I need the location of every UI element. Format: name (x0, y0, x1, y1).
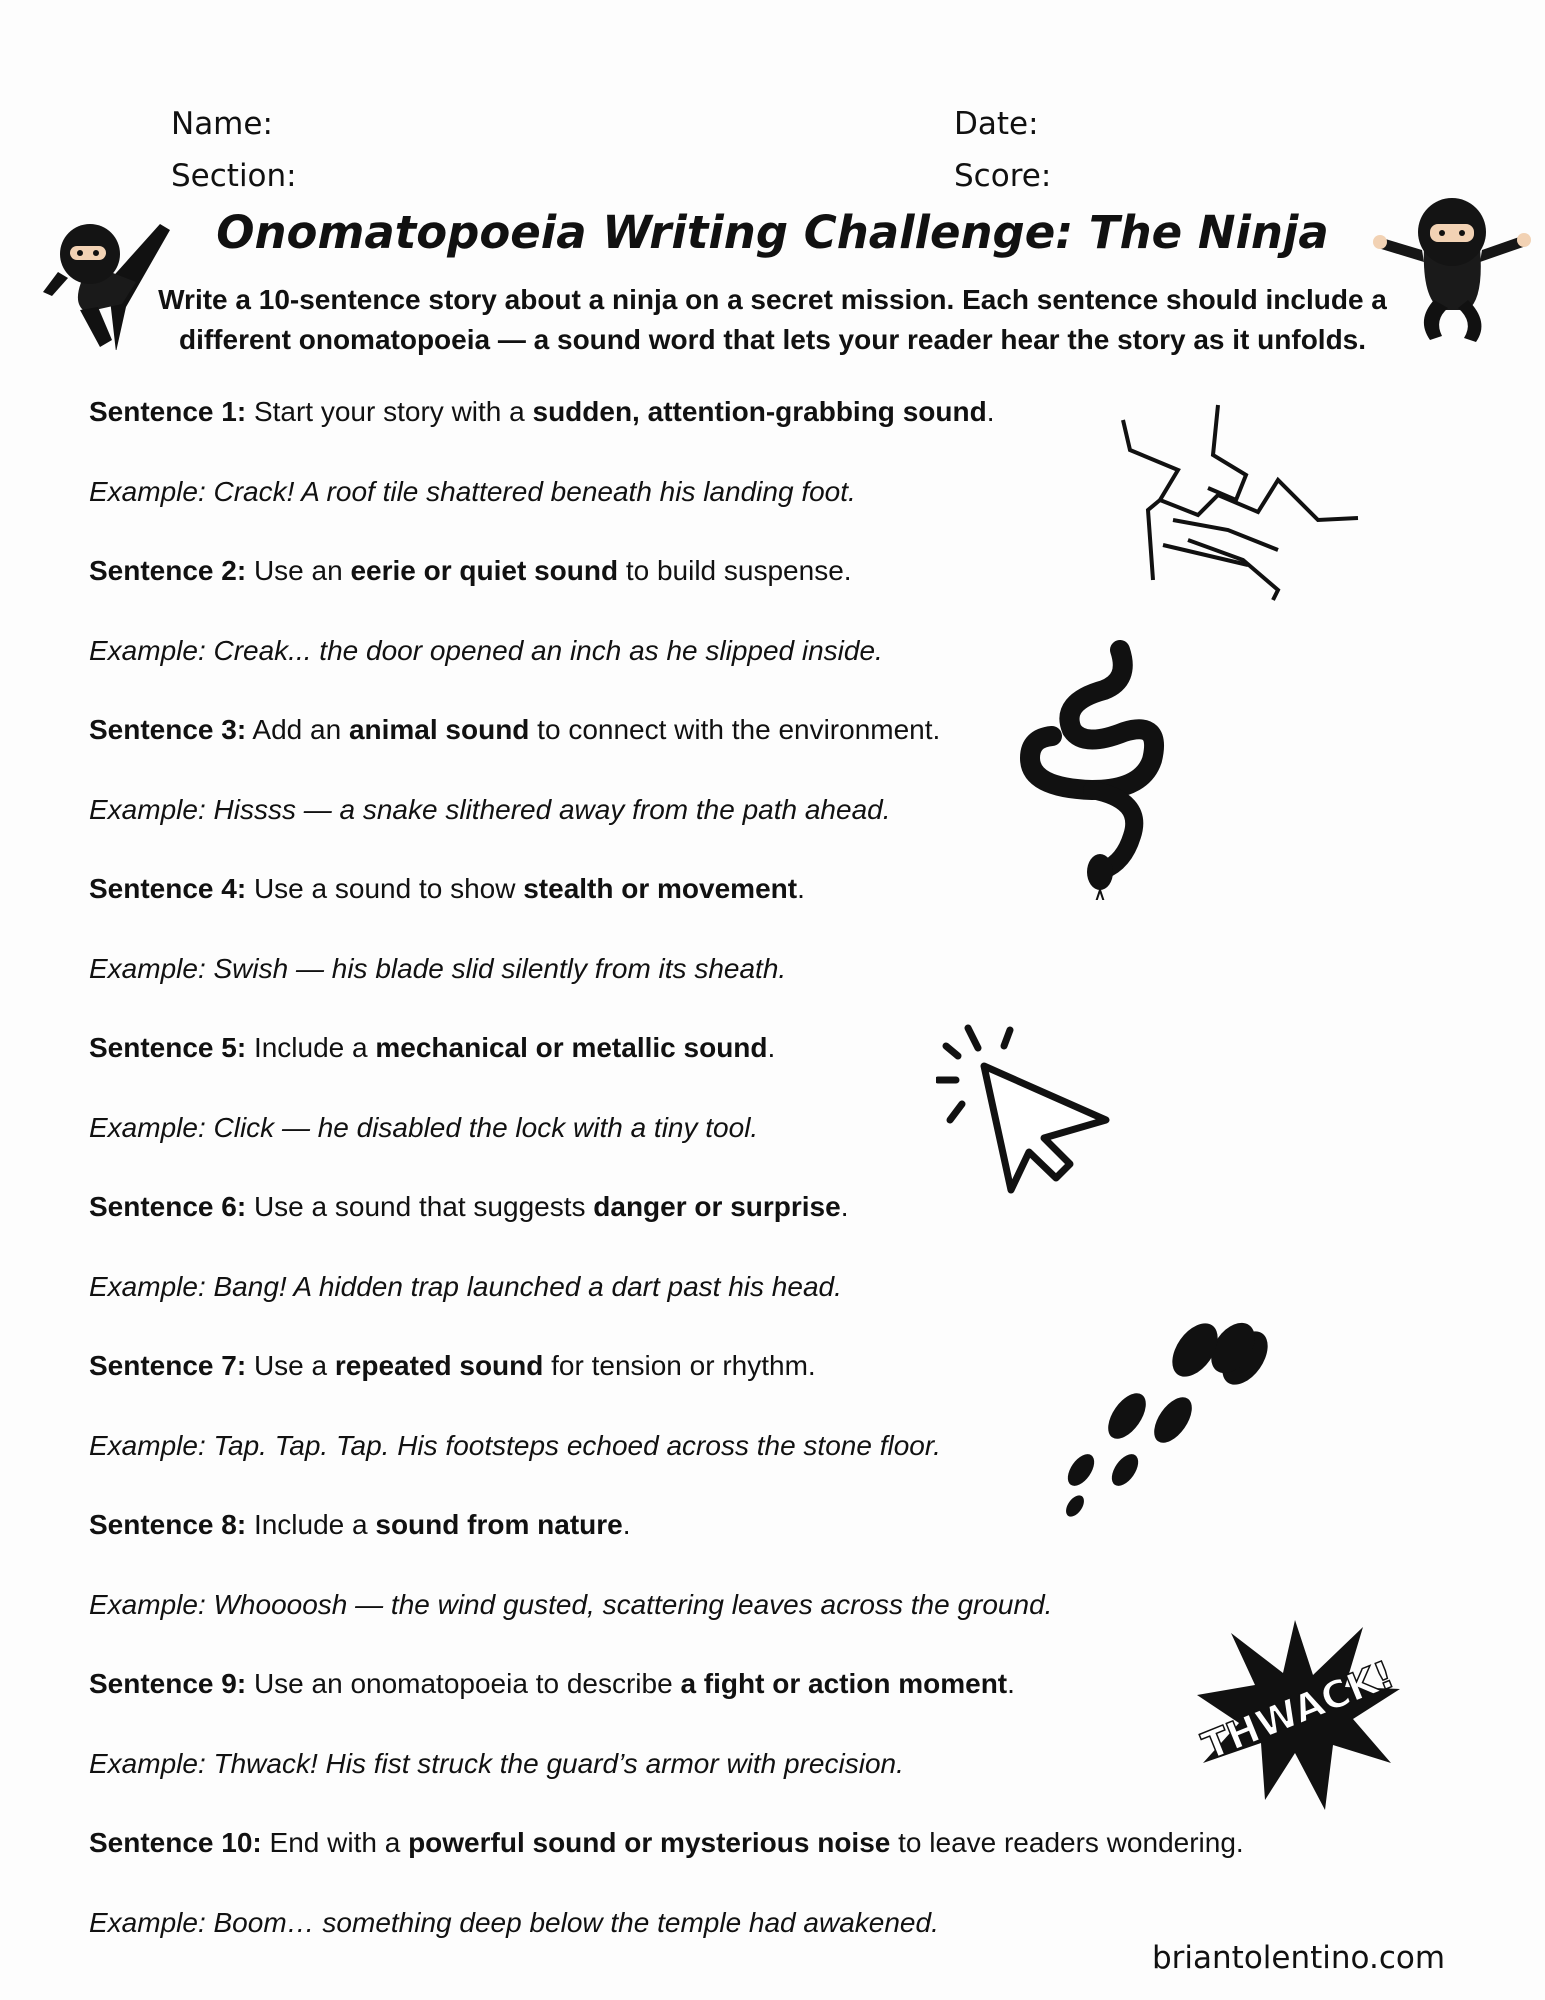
sentence-8-prompt: Sentence 8: Include a sound from nature. (89, 1509, 631, 1540)
snake-icon (1012, 640, 1172, 900)
section-field-label: Section: (171, 158, 297, 194)
sentence-10-prompt: Sentence 10: End with a powerful sound or mysterious noise to leave readers wondering. (89, 1827, 1244, 1858)
sentence-1-prompt: Sentence 1: Start your story with a sudden, attention-grabbing sound. (89, 396, 995, 427)
sentence-3-example: Example: Hissss — a snake slithered away from the path ahead. (89, 794, 891, 825)
sentence-label: Sentence 2: (89, 555, 247, 586)
sentence-6-prompt: Sentence 6: Use a sound that suggests danger or surprise. (89, 1191, 849, 1222)
instructions: Write a 10-sentence story about a ninja on a secret mission. Each sentence should include a different onomatopoeia — a sound word that lets your reader hear the story as it unfolds. (158, 284, 1387, 355)
thwack-burst-icon (1195, 1615, 1405, 1815)
sentence-label: Sentence 9: (89, 1668, 247, 1699)
sentence-9-prompt: Sentence 9: Use an onomatopoeia to describe a fight or action moment. (89, 1668, 1015, 1699)
cursor-click-icon (936, 1024, 1111, 1199)
score-field-label: Score: (954, 158, 1052, 194)
sentence-9-example: Example: Thwack! His fist struck the guard’s armor with precision. (89, 1748, 904, 1779)
sentence-2-example: Example: Creak... the door opened an inch as he slipped inside. (89, 635, 883, 666)
sentence-10-example: Example: Boom… something deep below the temple had awakened. (89, 1907, 939, 1938)
website-footer: briantolentino.com (1152, 1940, 1446, 1976)
name-field-label: Name: (171, 106, 273, 142)
sentence-3-prompt: Sentence 3: Add an animal sound to connect with the environment. (89, 714, 941, 745)
thwack-text: THWACK! (1196, 1652, 1401, 1769)
date-field-label: Date: (954, 106, 1039, 142)
sentence-6-example: Example: Bang! A hidden trap launched a dart past his head. (89, 1271, 842, 1302)
sentence-1-example: Example: Crack! A roof tile shattered beneath his landing foot. (89, 476, 856, 507)
sentence-4-prompt: Sentence 4: Use a sound to show stealth or movement. (89, 873, 805, 904)
crack-icon (1118, 400, 1368, 610)
sentence-label: Sentence 10: (89, 1827, 262, 1858)
sentence-label: Sentence 3: (89, 714, 247, 745)
sentence-label: Sentence 1: (89, 396, 247, 427)
sentence-5-example: Example: Click — he disabled the lock with a tiny tool. (89, 1112, 759, 1143)
sentence-5-prompt: Sentence 5: Include a mechanical or metallic sound. (89, 1032, 776, 1063)
sentence-4-example: Example: Swish — his blade slid silently from its sheath. (89, 953, 787, 984)
sentence-7-prompt: Sentence 7: Use a repeated sound for tension or rhythm. (89, 1350, 816, 1381)
sentence-label: Sentence 4: (89, 873, 247, 904)
sentence-label: Sentence 8: (89, 1509, 247, 1540)
footprints-icon (1055, 1320, 1280, 1520)
sentence-8-example: Example: Whoooosh — the wind gusted, scattering leaves across the ground. (89, 1589, 1053, 1620)
sentence-label: Sentence 5: (89, 1032, 247, 1063)
page-title: Onomatopoeia Writing Challenge: The Ninja (216, 206, 1329, 259)
sentence-label: Sentence 6: (89, 1191, 247, 1222)
sentence-2-prompt: Sentence 2: Use an eerie or quiet sound to build suspense. (89, 555, 852, 586)
sentence-label: Sentence 7: (89, 1350, 247, 1381)
sentence-7-example: Example: Tap. Tap. Tap. His footsteps echoed across the stone floor. (89, 1430, 941, 1461)
